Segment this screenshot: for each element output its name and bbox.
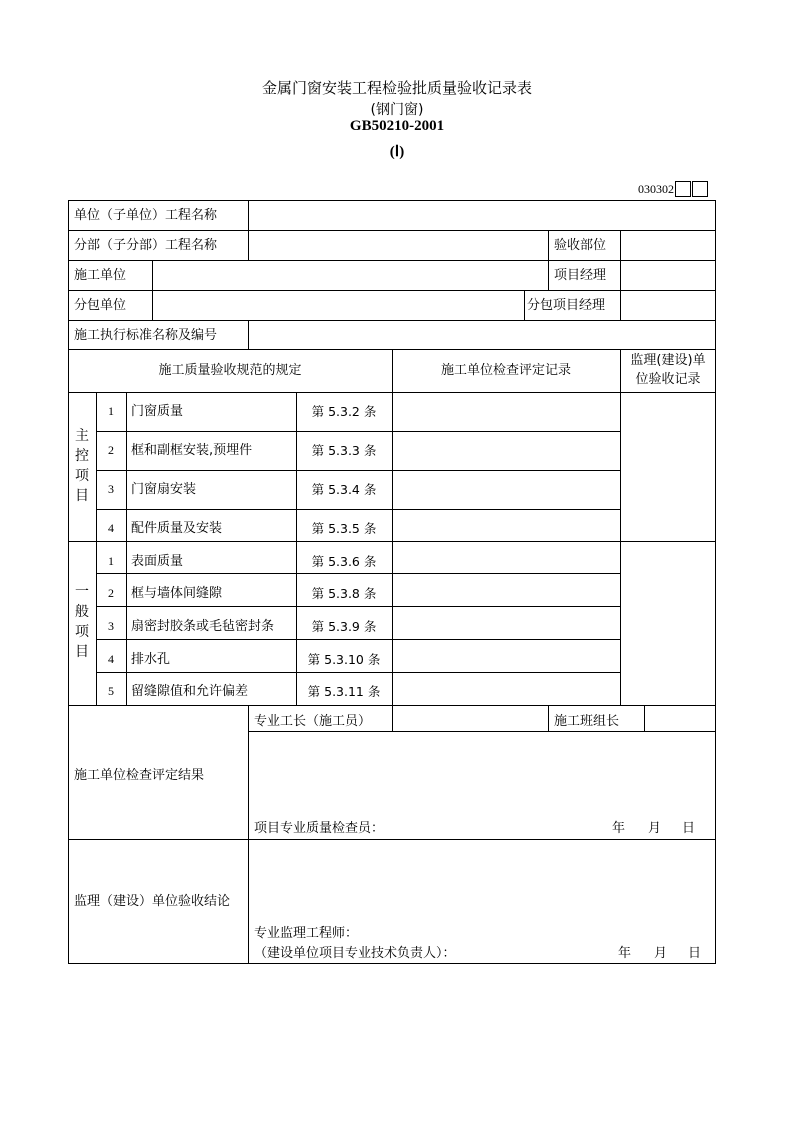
item-clause: 第 5.3.8 条 xyxy=(311,586,377,601)
construction-unit-label: 施工单位 xyxy=(74,268,127,283)
item-name: 排水孔 xyxy=(131,652,171,667)
construction-result-label: 施工单位检查评定结果 xyxy=(74,768,205,783)
form-code-box[interactable] xyxy=(692,181,708,197)
date-year: 年 xyxy=(612,821,626,836)
item-name: 门窗质量 xyxy=(131,404,184,419)
form-code xyxy=(638,181,708,197)
acceptance-table xyxy=(68,200,716,964)
item-number: 3 xyxy=(108,619,114,633)
item-clause: 第 5.3.2 条 xyxy=(311,404,377,419)
date-month: 月 xyxy=(654,946,668,961)
spec-column-header: 施工质量验收规范的规定 xyxy=(158,363,302,378)
standard-code: GB50210-2001 xyxy=(349,118,445,134)
supervision-result-label: 监理（建设）单位验收结论 xyxy=(74,894,231,909)
standard-name-label: 施工执行标准名称及编号 xyxy=(74,328,218,343)
item-clause: 第 5.3.3 条 xyxy=(311,443,377,458)
project-manager-label: 项目经理 xyxy=(554,268,607,283)
main-items-label: 主 控 项 目 xyxy=(75,428,89,504)
item-name: 框和副框安装,预埋件 xyxy=(131,443,253,458)
owner-representative-label: （建设单位项目专业技术负责人）： xyxy=(254,946,456,961)
item-number: 1 xyxy=(108,554,114,568)
table-grid-lines xyxy=(68,200,716,964)
item-clause: 第 5.3.11 条 xyxy=(307,684,381,699)
item-number: 4 xyxy=(108,652,114,666)
date-month: 月 xyxy=(648,821,662,836)
item-clause: 第 5.3.6 条 xyxy=(311,554,377,569)
item-name: 框与墙体间缝隙 xyxy=(131,586,223,601)
form-code-box[interactable] xyxy=(675,181,691,197)
item-name: 配件质量及安装 xyxy=(131,521,223,536)
division-project-name-label: 分部（子分部）工程名称 xyxy=(74,238,218,253)
item-name: 表面质量 xyxy=(131,554,184,569)
supervise-column-header-line2: 位验收记录 xyxy=(635,372,701,387)
item-clause: 第 5.3.9 条 xyxy=(311,619,377,634)
date-year: 年 xyxy=(618,946,632,961)
general-items-label: 一 般 项 目 xyxy=(75,584,89,660)
form-subtitle: (钢门窗) xyxy=(370,102,424,118)
item-number: 3 xyxy=(108,482,114,496)
item-number: 1 xyxy=(108,404,114,418)
item-name: 扇密封胶条或毛毡密封条 xyxy=(131,619,275,634)
item-name: 留缝隙值和允许偏差 xyxy=(131,684,249,699)
item-name: 门窗扇安装 xyxy=(131,482,197,497)
item-clause: 第 5.3.5 条 xyxy=(311,521,377,536)
unit-project-name-label: 单位（子单位）工程名称 xyxy=(74,208,218,223)
date-day: 日 xyxy=(682,821,696,836)
item-number: 2 xyxy=(108,586,114,600)
item-clause: 第 5.3.4 条 xyxy=(311,482,377,497)
check-column-header: 施工单位检查评定记录 xyxy=(440,363,571,378)
part-number: (Ⅰ) xyxy=(389,144,405,160)
form-code-text: 030302 xyxy=(638,181,674,196)
team-leader-label: 施工班组长 xyxy=(554,714,620,729)
quality-inspector-label: 项目专业质量检查员： xyxy=(254,821,385,836)
supervision-engineer-label: 专业监理工程师： xyxy=(254,926,359,941)
date-day: 日 xyxy=(688,946,702,961)
item-clause: 第 5.3.10 条 xyxy=(307,652,381,667)
item-number: 2 xyxy=(108,443,114,457)
subcontract-manager-label: 分包项目经理 xyxy=(527,298,606,313)
item-number: 4 xyxy=(108,521,114,535)
foreman-label: 专业工长（施工员） xyxy=(254,714,372,729)
form-title: 金属门窗安装工程检验批质量验收记录表 xyxy=(261,79,532,97)
acceptance-part-label: 验收部位 xyxy=(554,238,607,253)
supervise-column-header-line1: 监理(建设)单 xyxy=(630,353,706,368)
subcontract-unit-label: 分包单位 xyxy=(74,298,127,313)
item-number: 5 xyxy=(108,684,114,698)
